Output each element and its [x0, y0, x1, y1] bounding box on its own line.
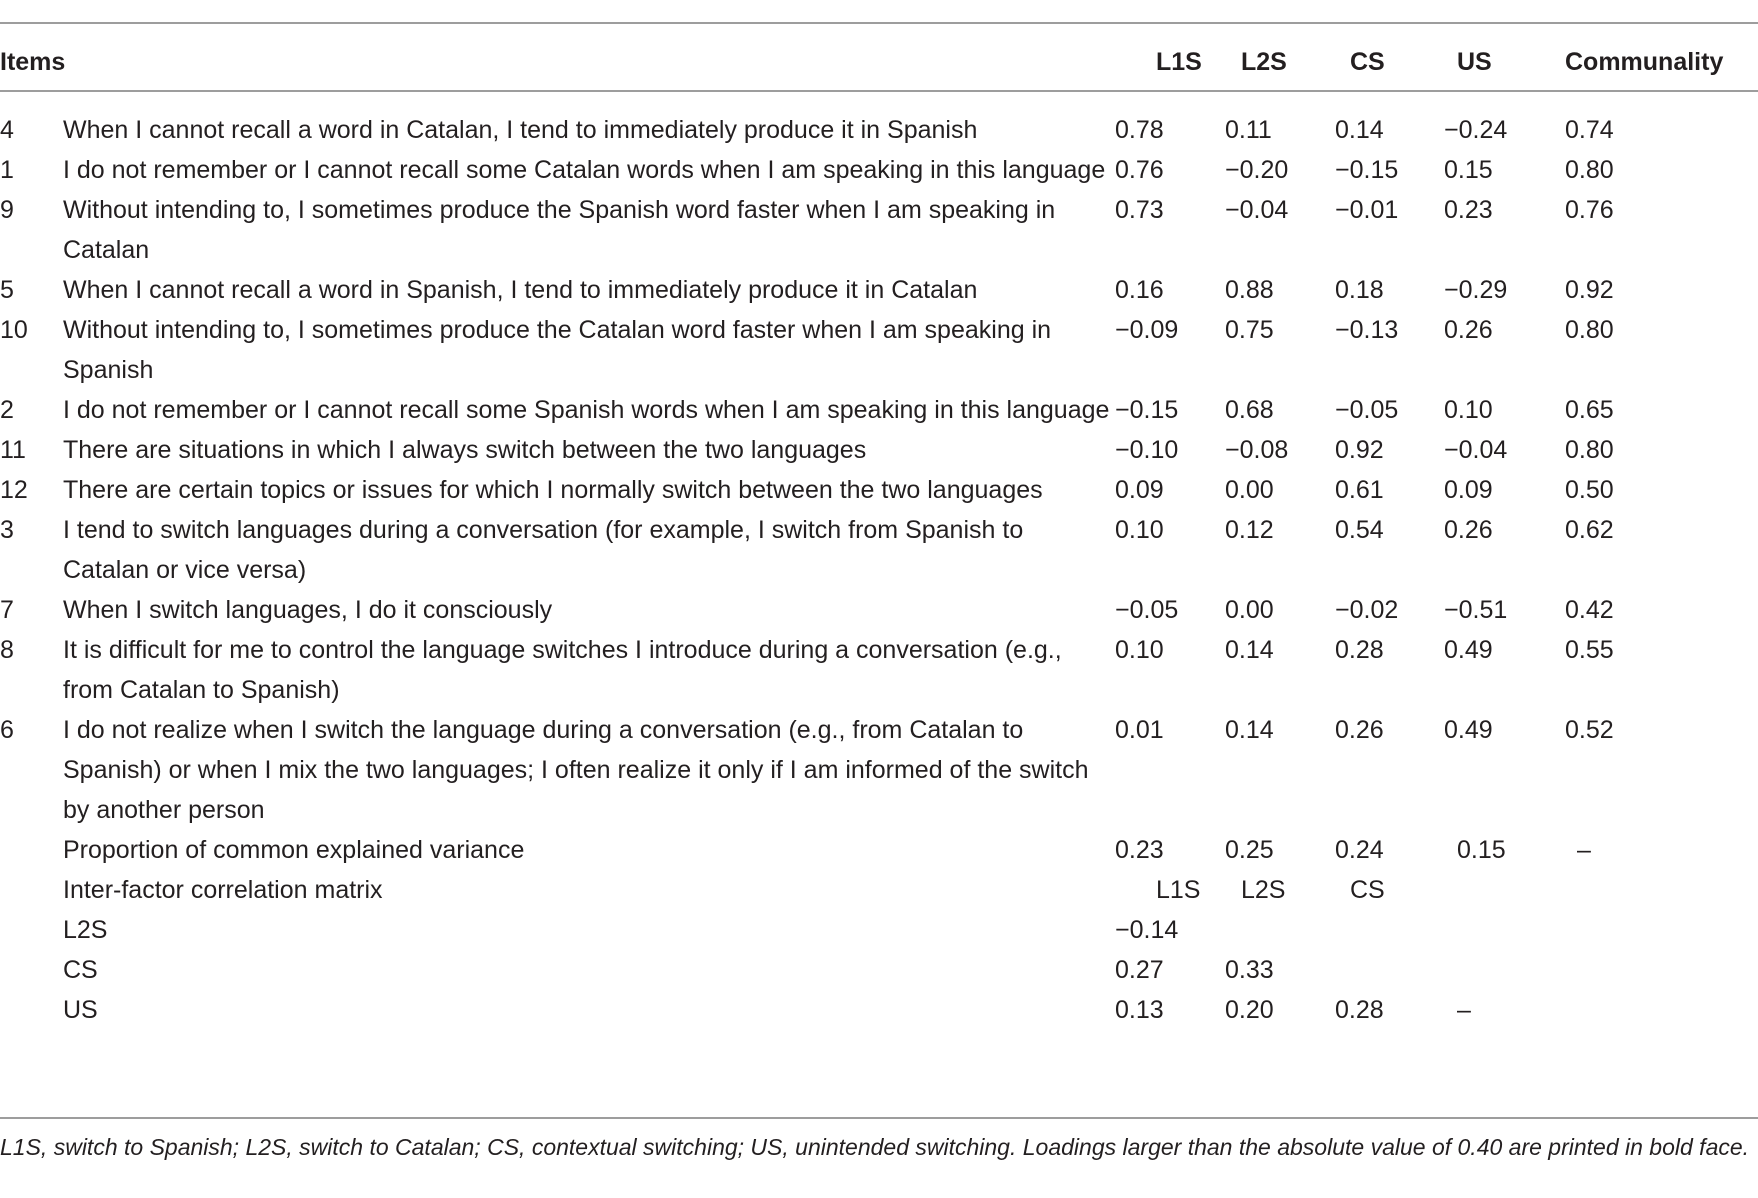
cell-communality: 0.62 [1565, 516, 1614, 544]
table-row [0, 630, 1758, 710]
item-text: When I cannot recall a word in Catalan, I tend to immediately produce it in Spanish [63, 116, 978, 144]
item-text: I do not remember or I cannot recall some Spanish words when I am speaking in this language [63, 396, 1110, 424]
factor-loadings-table [0, 30, 1758, 1042]
correlation-l2s [1225, 910, 1335, 950]
cell-l1s: 0.01 [1115, 716, 1164, 744]
header-l1s: L1S [1156, 48, 1202, 76]
variance-l2s: 0.25 [1225, 836, 1274, 864]
correlation-cs: 0.28 [1335, 996, 1384, 1024]
cell-l1s: −0.15 [1115, 396, 1179, 424]
cell-us: 0.49 [1444, 636, 1493, 664]
correlation-row [0, 910, 1758, 950]
correlation-cs [1335, 910, 1444, 950]
correlation-header-cs: CS [1350, 876, 1385, 904]
top-rule [0, 22, 1758, 24]
cell-cs: 0.54 [1335, 516, 1384, 544]
cell-cs: −0.15 [1335, 156, 1399, 184]
correlation-l1s: 0.13 [1115, 996, 1164, 1024]
variance-us: 0.15 [1457, 836, 1506, 864]
cell-l1s: 0.16 [1115, 276, 1164, 304]
header-row [0, 30, 1758, 98]
correlation-l1s: 0.27 [1115, 956, 1164, 984]
correlation-row-label: L2S [63, 916, 108, 944]
cell-cs: 0.28 [1335, 636, 1384, 664]
cell-l1s: 0.10 [1115, 516, 1164, 544]
cell-l1s: 0.76 [1115, 156, 1164, 184]
header-l2s: L2S [1241, 48, 1287, 76]
cell-us: −0.04 [1444, 436, 1508, 464]
cell-l2s: 0.11 [1225, 116, 1272, 144]
cell-us: 0.09 [1444, 476, 1493, 504]
variance-label: Proportion of common explained variance [63, 836, 525, 864]
cell-communality: 0.50 [1565, 476, 1614, 504]
item-text: When I cannot recall a word in Spanish, I tend to immediately produce it in Catalan [63, 276, 978, 304]
item-number: 2 [0, 396, 14, 424]
correlation-us: – [1457, 996, 1471, 1024]
correlation-us [1444, 950, 1553, 990]
cell-l2s: 0.14 [1225, 636, 1274, 664]
cell-cs: −0.05 [1335, 396, 1399, 424]
table-row [0, 510, 1758, 590]
table-row [0, 190, 1758, 270]
cell-l2s: −0.20 [1225, 156, 1289, 184]
correlation-l1s: −0.14 [1115, 916, 1179, 944]
item-text: There are certain topics or issues for which I normally switch between the two languages [63, 476, 1043, 504]
bottom-rule [0, 1117, 1758, 1119]
item-text: I do not realize when I switch the language during a conversation (e.g., from Catalan to Spanish) or when I mix the two languages; I often realize it only if I am informed of the switch by another person [63, 716, 1089, 824]
cell-us: −0.29 [1444, 276, 1508, 304]
correlation-l2s: 0.33 [1225, 956, 1274, 984]
cell-communality: 0.65 [1565, 396, 1614, 424]
cell-l1s: 0.73 [1115, 196, 1164, 224]
item-text: It is difficult for me to control the language switches I introduce during a conversation (e.g., from Catalan to Spanish) [63, 636, 1062, 704]
cell-communality: 0.76 [1565, 196, 1614, 224]
cell-l2s: 0.88 [1225, 276, 1274, 304]
table-footnote: L1S, switch to Spanish; L2S, switch to Catalan; CS, contextual switching; US, unintended switching. Loadings larger than the absolute value of 0.40 are printed in bold face. [0, 1134, 1750, 1160]
item-text: I tend to switch languages during a conversation (for example, I switch from Spanish to Catalan or vice versa) [63, 516, 1024, 584]
cell-us: 0.15 [1444, 156, 1493, 184]
header-items: Items [0, 48, 66, 76]
header-communality: Communality [1565, 48, 1724, 76]
cell-us: 0.26 [1444, 516, 1493, 544]
correlation-label: Inter-factor correlation matrix [63, 876, 383, 904]
table-row [0, 310, 1758, 390]
cell-us: 0.23 [1444, 196, 1493, 224]
correlation-cs [1335, 950, 1444, 990]
table-row [0, 470, 1758, 510]
item-number: 1 [0, 156, 14, 184]
table-row [0, 270, 1758, 310]
cell-communality: 0.80 [1565, 436, 1614, 464]
table-row [0, 98, 1758, 150]
cell-l2s: −0.04 [1225, 196, 1289, 224]
cell-communality: 0.55 [1565, 636, 1614, 664]
cell-l1s: −0.10 [1115, 436, 1179, 464]
cell-cs: −0.01 [1335, 196, 1399, 224]
cell-l2s: −0.08 [1225, 436, 1289, 464]
cell-l2s: 0.00 [1225, 596, 1274, 624]
item-number: 10 [0, 316, 28, 344]
header-cs: CS [1350, 48, 1385, 76]
correlation-row [0, 950, 1758, 990]
table-body [0, 98, 1758, 1042]
cell-l2s: 0.75 [1225, 316, 1274, 344]
cell-l2s: 0.68 [1225, 396, 1274, 424]
variance-row [0, 830, 1758, 870]
variance-l1s: 0.23 [1115, 836, 1164, 864]
correlation-header-l2s: L2S [1241, 876, 1286, 904]
correlation-l2s: 0.20 [1225, 996, 1274, 1024]
item-number: 3 [0, 516, 14, 544]
cell-us: 0.10 [1444, 396, 1493, 424]
correlation-header-l1s: L1S [1156, 876, 1201, 904]
cell-l2s: 0.00 [1225, 476, 1274, 504]
item-number: 4 [0, 116, 14, 144]
item-number: 12 [0, 476, 28, 504]
item-number: 9 [0, 196, 14, 224]
variance-communality: – [1577, 836, 1591, 864]
table-row [0, 590, 1758, 630]
cell-communality: 0.42 [1565, 596, 1614, 624]
cell-cs: 0.61 [1335, 476, 1384, 504]
cell-us: 0.26 [1444, 316, 1493, 344]
cell-l1s: 0.78 [1115, 116, 1164, 144]
item-text: I do not remember or I cannot recall some Catalan words when I am speaking in this language [63, 156, 1106, 184]
item-text: There are situations in which I always switch between the two languages [63, 436, 867, 464]
table-row [0, 430, 1758, 470]
cell-cs: 0.26 [1335, 716, 1384, 744]
item-number: 11 [0, 436, 26, 464]
cell-communality: 0.74 [1565, 116, 1614, 144]
item-text: When I switch languages, I do it consciously [63, 596, 553, 624]
cell-cs: −0.13 [1335, 316, 1399, 344]
cell-l1s: 0.10 [1115, 636, 1164, 664]
correlation-row-label: US [63, 996, 98, 1024]
cell-us: 0.49 [1444, 716, 1493, 744]
cell-us: −0.51 [1444, 596, 1508, 624]
correlation-header-row [0, 870, 1758, 910]
item-number: 6 [0, 716, 14, 744]
cell-cs: 0.18 [1335, 276, 1384, 304]
header-us: US [1457, 48, 1492, 76]
item-number: 8 [0, 636, 14, 664]
table-row [0, 390, 1758, 430]
cell-l1s: −0.05 [1115, 596, 1179, 624]
correlation-us [1444, 910, 1553, 950]
item-number: 7 [0, 596, 14, 624]
item-text: Without intending to, I sometimes produce the Catalan word faster when I am speaking in Spanish [63, 316, 1052, 384]
cell-communality: 0.80 [1565, 316, 1614, 344]
cell-communality: 0.52 [1565, 716, 1614, 744]
cell-l2s: 0.14 [1225, 716, 1274, 744]
cell-communality: 0.92 [1565, 276, 1614, 304]
table-row [0, 150, 1758, 190]
correlation-row [0, 990, 1758, 1042]
correlation-row-label: CS [63, 956, 98, 984]
cell-l2s: 0.12 [1225, 516, 1274, 544]
cell-us: −0.24 [1444, 116, 1508, 144]
item-number: 5 [0, 276, 14, 304]
cell-l1s: −0.09 [1115, 316, 1179, 344]
cell-l1s: 0.09 [1115, 476, 1164, 504]
item-text: Without intending to, I sometimes produce the Spanish word faster when I am speaking in Catalan [63, 196, 1056, 264]
cell-cs: 0.92 [1335, 436, 1384, 464]
variance-cs: 0.24 [1335, 836, 1384, 864]
cell-communality: 0.80 [1565, 156, 1614, 184]
table-row [0, 710, 1758, 830]
cell-cs: −0.02 [1335, 596, 1399, 624]
cell-cs: 0.14 [1335, 116, 1384, 144]
